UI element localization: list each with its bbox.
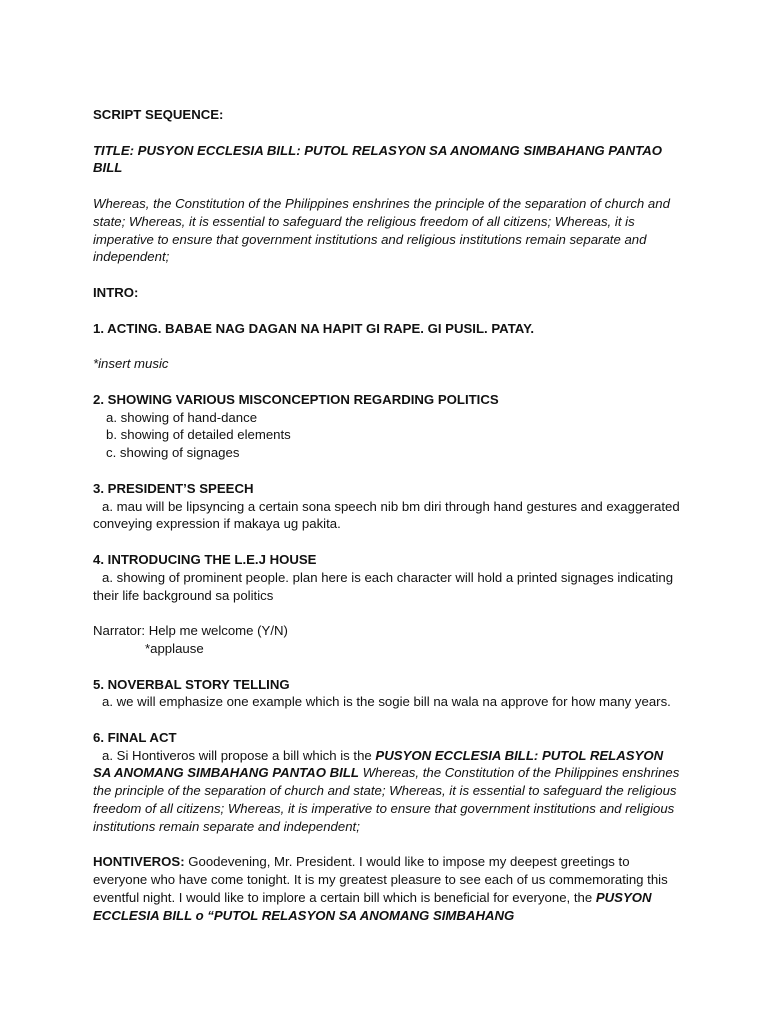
item3-body: a. mau will be lipsyncing a certain sona speech nib bm diri through hand gestures and exaggerated conveying expression if makaya ug pakita. [93, 498, 680, 532]
whereas-paragraph: Whereas, the Constitution of the Philippines enshrines the principle of the separation of church and state; Whereas, it is essential to safeguard the religious freedom of all citizens; Whereas, it is imperative to ensure that government institutions and religious institutions remain separate and independent; [93, 195, 670, 265]
item2-subitem-a: a. showing of hand-dance [106, 409, 258, 425]
item3-heading: 3. PRESIDENT’S SPEECH [93, 480, 254, 496]
item4-body: a. showing of prominent people. plan here is each character will hold a printed signages indicating their life background sa politics [93, 569, 674, 603]
item2-heading: 2. SHOWING VARIOUS MISCONCEPTION REGARDING POLITICS [93, 391, 499, 407]
title-line: TITLE: PUSYON ECCLESIA BILL: PUTOL RELASYON SA ANOMANG SIMBAHANG PANTAO BILL [93, 142, 663, 176]
item2-subitem-b: b. showing of detailed elements [106, 427, 291, 443]
item2-subitem-c: c. showing of signages [106, 445, 240, 461]
insert-music-note: *insert music [93, 356, 169, 372]
item6-body-prefix: a. Si Hontiveros will propose a bill which is the [102, 747, 376, 763]
item6-heading: 6. FINAL ACT [93, 729, 177, 745]
item6-whereas-text: Whereas, the Constitution of the Philippines enshrines the principle of the separation of church and state; Whereas, it is essential to safeguard the religious freedom of all citizens; Whereas, it is imperative to ensure that government institutions and religious institutions remain separate and independent; [93, 765, 680, 834]
intro-heading: INTRO: [93, 284, 139, 300]
item5-heading: 5. NOVERBAL STORY TELLING [93, 676, 290, 692]
item4-heading: 4. INTRODUCING THE L.E.J HOUSE [93, 551, 317, 567]
item6-bill-name: PUSYON ECCLESIA BILL: PUTOL RELASYON SA ANOMANG SIMBAHANG PANTAO BILL [93, 747, 664, 781]
item1-heading: 1. ACTING. BABAE NAG DAGAN NA HAPIT GI RAPE. GI PUSIL. PATAY. [93, 320, 535, 336]
item5-body: a. we will emphasize one example which is the sogie bill na wala na approve for how many years. [102, 694, 671, 710]
hontiveros-speech [93, 853, 683, 924]
hontiveros-bill-reference: PUSYON ECCLESIA BILL o “PUTOL RELASYON SA ANOMANG SIMBAHANG [93, 890, 652, 923]
hontiveros-speech-text: Goodevening, Mr. President. I would like to impose my deepest greetings to everyone who have come tonight. It is my greatest pleasure to see each of us commemorating this eventful night. I would like to implore a certain bill which is beneficial for everyone, the [93, 854, 668, 906]
script-heading: SCRIPT SEQUENCE: [93, 107, 224, 122]
hontiveros-speaker-label: HONTIVEROS: [93, 854, 185, 870]
applause-note: *applause [145, 640, 204, 656]
item6-body [93, 747, 683, 836]
narrator-line: Narrator: Help me welcome (Y/N) [93, 623, 288, 639]
document-body [93, 106, 683, 925]
